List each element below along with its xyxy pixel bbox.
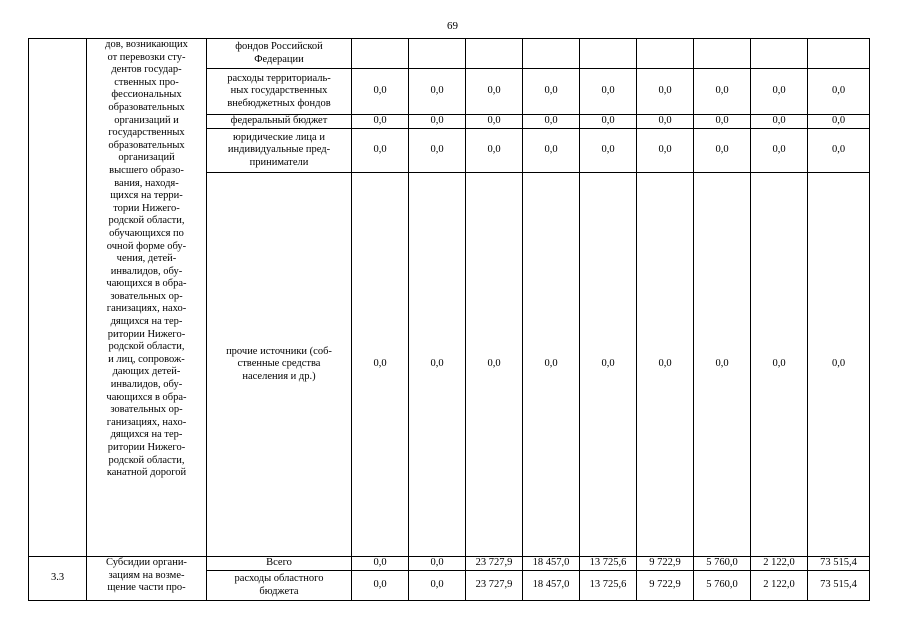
value-cell: 0,0 — [409, 115, 466, 129]
value-cell: 73 515,4 — [808, 557, 870, 571]
financing-table — [28, 38, 870, 601]
value-cell: 0,0 — [751, 129, 808, 173]
item-number: 3.3 — [29, 557, 87, 601]
value-cell: 0,0 — [694, 69, 751, 115]
value-cell: 2 122,0 — [751, 571, 808, 601]
funding-source: юридические лица и индивидуальные пред- приниматели — [207, 129, 352, 173]
value-cell: 18 457,0 — [523, 557, 580, 571]
value-cell: 73 515,4 — [808, 571, 870, 601]
value-cell: 5 760,0 — [694, 557, 751, 571]
table-row — [29, 39, 870, 69]
value-cell: 2 122,0 — [751, 557, 808, 571]
value-cell — [694, 39, 751, 69]
value-cell: 0,0 — [808, 115, 870, 129]
value-cell: 0,0 — [808, 129, 870, 173]
value-cell: 0,0 — [580, 115, 637, 129]
value-cell: 0,0 — [751, 173, 808, 557]
value-cell: 0,0 — [637, 115, 694, 129]
event-description: дов, возникающих от перевозки сту- дентов государ- ственных про- фессиональных образовательных организаций и государственных образовательных организаций высшего образо- вания, находя- щихся на терри- тории Нижего- родской области, обучающихся по очной форме обу- чения, детей- инвалидов, обу- чающихся в обра- зовательных ор- ганизациях, нахо- дящихся на тер- ритории Нижего- родской области, и лиц, сопровож- дающих детей- инвалидов, обу- чающихся в обра- зовательных ор- ганизациях, нахо- дящихся на тер- ритории Нижего- родской области, канатной дорогой — [87, 39, 207, 557]
value-cell: 0,0 — [409, 557, 466, 571]
value-cell: 0,0 — [751, 69, 808, 115]
value-cell: 9 722,9 — [637, 571, 694, 601]
value-cell: 0,0 — [352, 173, 409, 557]
value-cell: 0,0 — [694, 115, 751, 129]
value-cell: 0,0 — [580, 69, 637, 115]
value-cell: 0,0 — [637, 129, 694, 173]
value-cell: 0,0 — [523, 115, 580, 129]
value-cell — [409, 39, 466, 69]
value-cell — [466, 39, 523, 69]
value-cell: 0,0 — [808, 173, 870, 557]
value-cell: 13 725,6 — [580, 557, 637, 571]
value-cell: 0,0 — [352, 557, 409, 571]
value-cell: 0,0 — [694, 173, 751, 557]
value-cell: 0,0 — [466, 173, 523, 557]
value-cell: 0,0 — [808, 69, 870, 115]
value-cell: 0,0 — [523, 69, 580, 115]
value-cell: 0,0 — [409, 571, 466, 601]
value-cell — [808, 39, 870, 69]
page-number: 69 — [447, 20, 458, 32]
value-cell: 0,0 — [409, 129, 466, 173]
value-cell — [580, 39, 637, 69]
funding-source: расходы областного бюджета — [207, 571, 352, 601]
value-cell: 0,0 — [751, 115, 808, 129]
value-cell: 0,0 — [409, 69, 466, 115]
funding-source: прочие источники (соб- ственные средства населения и др.) — [207, 173, 352, 557]
value-cell — [523, 39, 580, 69]
value-cell: 0,0 — [523, 129, 580, 173]
funding-source: Всего — [207, 557, 352, 571]
value-cell: 23 727,9 — [466, 571, 523, 601]
value-cell: 18 457,0 — [523, 571, 580, 601]
value-cell: 0,0 — [352, 69, 409, 115]
value-cell: 0,0 — [466, 69, 523, 115]
value-cell: 0,0 — [352, 115, 409, 129]
value-cell: 9 722,9 — [637, 557, 694, 571]
value-cell — [637, 39, 694, 69]
table-row — [29, 557, 870, 571]
value-cell: 13 725,6 — [580, 571, 637, 601]
value-cell: 0,0 — [580, 173, 637, 557]
value-cell: 0,0 — [694, 129, 751, 173]
value-cell: 0,0 — [466, 129, 523, 173]
value-cell: 0,0 — [466, 115, 523, 129]
funding-source: федеральный бюджет — [207, 115, 352, 129]
value-cell — [751, 39, 808, 69]
value-cell: 0,0 — [352, 571, 409, 601]
value-cell: 0,0 — [637, 173, 694, 557]
value-cell — [352, 39, 409, 69]
item-number-cell — [29, 39, 87, 557]
value-cell: 0,0 — [409, 173, 466, 557]
funding-source: фондов Российской Федерации — [207, 39, 352, 69]
value-cell: 0,0 — [352, 129, 409, 173]
value-cell: 0,0 — [523, 173, 580, 557]
value-cell: 0,0 — [637, 69, 694, 115]
value-cell: 23 727,9 — [466, 557, 523, 571]
event-description: Субсидии органи- зациям на возме- щение части про- — [87, 557, 207, 601]
value-cell: 0,0 — [580, 129, 637, 173]
funding-source: расходы территориаль- ных государственных внебюджетных фондов — [207, 69, 352, 115]
value-cell: 5 760,0 — [694, 571, 751, 601]
